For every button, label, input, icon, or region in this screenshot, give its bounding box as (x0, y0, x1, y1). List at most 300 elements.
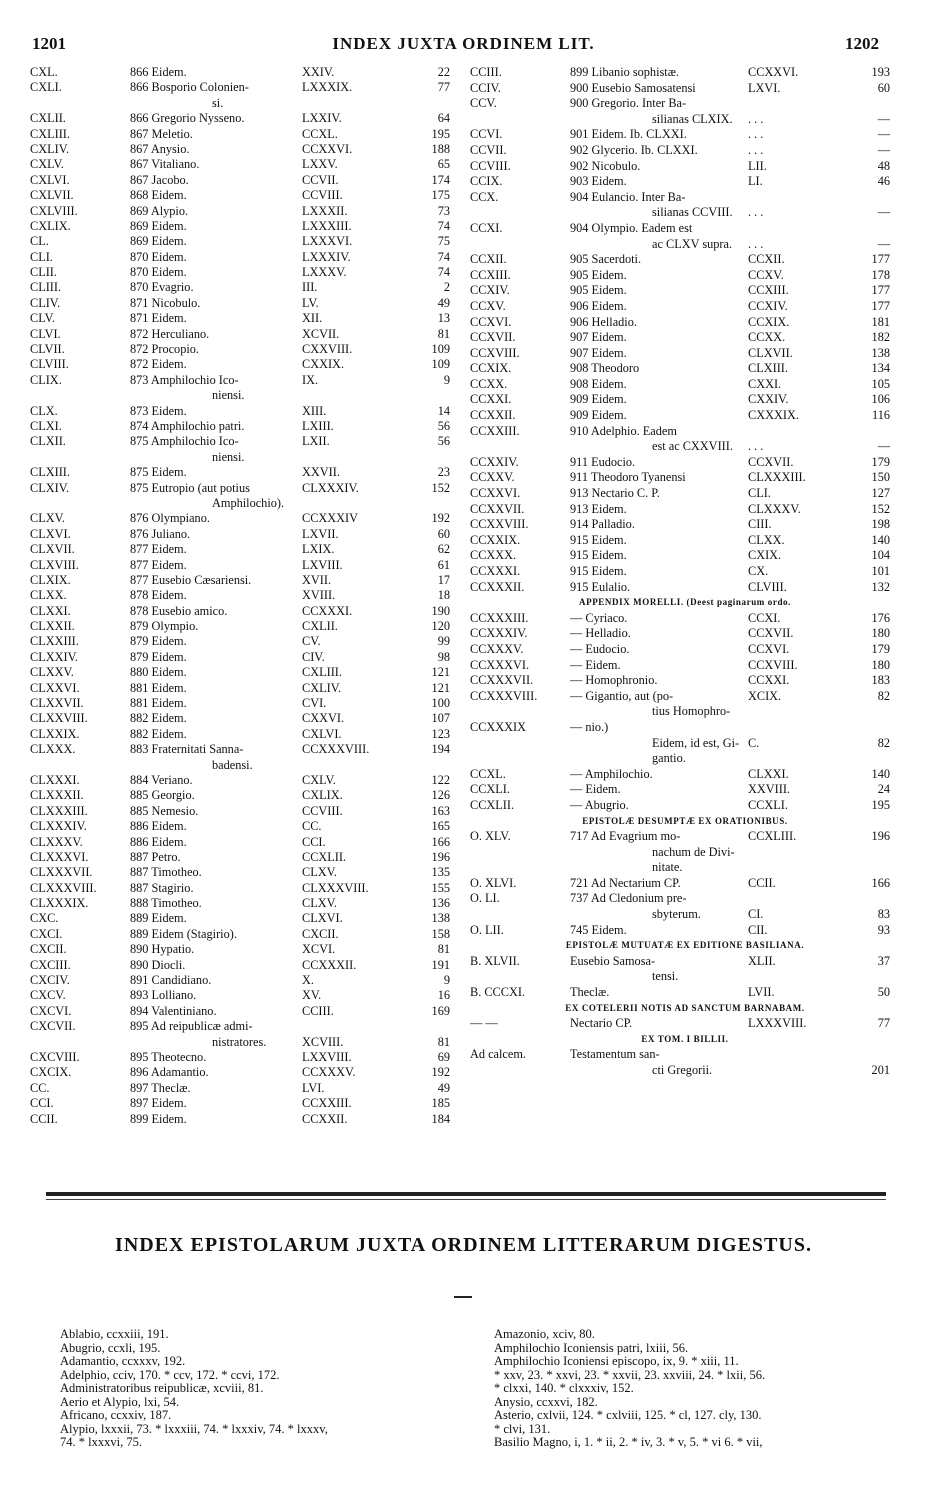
letter-number: CCXXVI. (470, 486, 521, 501)
page-number: — (877, 111, 890, 126)
recipient: — Amphilochio. (570, 766, 653, 781)
old-number: CXXIV. (748, 392, 789, 407)
table-row (470, 627, 900, 643)
recipient: 915 Eidem. (570, 564, 627, 578)
right-page-number: 1202 (845, 34, 879, 53)
page-number: 190 (431, 603, 450, 618)
table-row (470, 331, 900, 347)
letter-number: CXLVII. (30, 188, 74, 203)
page-number: 83 (877, 907, 890, 922)
letter-number: CCXXV. (470, 470, 515, 485)
old-number: CXCII. (302, 926, 339, 941)
letter-number: CXLI. (30, 80, 62, 95)
old-number: CCXVI. (748, 641, 790, 656)
page-number: 105 (871, 376, 890, 391)
old-number: CLXVI. (302, 911, 343, 926)
recipient: 913 Nectario C. P. (570, 486, 660, 501)
letter-number: CXCI. (30, 926, 63, 941)
page-number: 64 (437, 111, 450, 126)
page-number: 2 (443, 280, 450, 295)
recipient: 889 Eidem. (130, 911, 187, 926)
old-number: CLXXXIV. (302, 480, 359, 495)
page-number: 75 (437, 234, 450, 249)
table-row (470, 284, 900, 300)
page-number: 60 (437, 526, 450, 541)
letter-number: CCXXVII. (470, 501, 525, 516)
letter-number: CXLII. (30, 111, 66, 126)
recipient: 915 Eidem. (570, 532, 627, 547)
letter-number: CLXIII. (30, 465, 70, 480)
old-number: XXIV. (302, 65, 335, 79)
recipient: 893 Lolliano. (130, 988, 197, 1003)
old-number: LXXXIX. (302, 80, 353, 95)
letter-number: CLVII. (30, 342, 65, 357)
old-number: CLXIII. (748, 361, 788, 376)
page-number: — (877, 142, 890, 157)
table-row (470, 955, 900, 971)
old-number: CCXXII. (302, 1111, 348, 1126)
page-number: 116 (872, 408, 890, 423)
page-number: 61 (437, 557, 450, 572)
letter-number: CCX. (470, 189, 499, 204)
table-row (30, 897, 460, 912)
old-number: CCXVIII. (748, 657, 798, 672)
recipient: — Homophronio. (570, 673, 658, 688)
table-row (30, 666, 460, 681)
letter-number: CXL. (30, 65, 58, 79)
table-row (30, 959, 460, 974)
letter-number: CLXXXVII. (30, 865, 93, 880)
letter-number: Ad calcem. (470, 1047, 526, 1062)
table-row (30, 482, 460, 497)
letter-number: CLXXIX. (30, 726, 80, 741)
index-entry: Adamantio, ccxxxv, 192. (60, 1354, 186, 1368)
index-entry: * clxxi, 140. * clxxxiv, 152. (494, 1381, 634, 1395)
old-number: . . . (748, 205, 764, 220)
table-row (470, 737, 900, 753)
table-row (470, 877, 900, 893)
letter-number: CLXXXIV. (30, 819, 87, 834)
letter-number: CCXX. (470, 376, 508, 391)
letter-number: CXCIII. (30, 957, 71, 972)
table-row (30, 312, 460, 327)
old-number: CLXX. (748, 532, 785, 547)
recipient: 869 Eidem. (130, 218, 187, 233)
recipient: 902 Glycerio. Ib. CLXXI. (570, 142, 698, 157)
table-row (30, 912, 460, 927)
letter-number: O. XLVI. (470, 875, 517, 890)
page-number: 140 (871, 532, 890, 547)
table-row (30, 512, 460, 527)
recipient: Eusebio Samosa- (570, 953, 656, 968)
old-number: CCXXIII. (302, 1096, 352, 1111)
page-number: 180 (871, 657, 890, 672)
page-number: 127 (871, 486, 890, 501)
recipient: 881 Eidem. (130, 680, 187, 695)
letter-number: CCXI. (470, 220, 503, 235)
letter-number: CCXXXIII. (470, 610, 529, 625)
letter-number: CCXXXI. (470, 564, 521, 578)
table-row (470, 347, 900, 363)
old-number: CCXIX. (748, 314, 790, 329)
index-entry: Adelphio, cciv, 170. * ccv, 172. * ccvi, 172. (60, 1367, 280, 1382)
page-number: 138 (431, 911, 450, 926)
letter-number: CLXXXVI. (30, 849, 89, 864)
old-number: CXLIX. (302, 788, 343, 803)
letter-number: CCXVI. (470, 314, 512, 329)
page-number: 185 (431, 1096, 450, 1111)
old-number: CXLIII. (302, 665, 342, 680)
recipient: sbyterum. (652, 907, 701, 922)
old-number: CLXXXV. (748, 501, 801, 516)
page-number: 178 (871, 267, 890, 282)
recipient: Testamentum san- (570, 1047, 660, 1062)
old-number: CCIII. (302, 1003, 334, 1018)
old-number: CCXXXI. (302, 603, 353, 618)
section-heading: EX TOM. I BILLII. (641, 1033, 729, 1044)
recipient: 899 Eidem. (130, 1111, 187, 1126)
table-row (30, 559, 460, 574)
letter-number: CXCVI. (30, 1003, 72, 1018)
letter-number: CCXL. (470, 766, 506, 781)
old-number: LXXXIII. (302, 218, 352, 233)
table-row (470, 908, 900, 924)
old-number: LXXXVI. (302, 234, 353, 249)
table-row (30, 1066, 460, 1081)
recipient: Amphilochio). (212, 495, 285, 510)
old-number: CXLVI. (302, 726, 342, 741)
recipient: 717 Ad Evagrium mo- (570, 829, 681, 844)
letter-number: CCXVIII. (470, 345, 520, 360)
table-row (30, 589, 460, 604)
table-row (470, 565, 900, 581)
left-column (30, 66, 460, 1128)
old-number: CLI. (748, 486, 771, 501)
letter-number: CCXLII. (470, 797, 515, 812)
recipient: 897 Theclæ. (130, 1080, 191, 1095)
recipient: — Helladio. (570, 626, 631, 641)
page-number: 74 (437, 249, 450, 264)
page-number: 177 (871, 283, 890, 298)
old-number: XCVII. (302, 326, 340, 341)
page-number: 136 (431, 896, 450, 911)
recipient: 907 Eidem. (570, 330, 627, 345)
table-row (470, 659, 900, 675)
table-row (30, 1020, 460, 1035)
recipient: 869 Eidem. (130, 234, 187, 249)
page-number: 49 (437, 1080, 450, 1095)
page-number: 101 (871, 564, 890, 578)
letter-number: CCXXII. (470, 408, 516, 423)
letter-number: — — (470, 1016, 498, 1031)
table-row (30, 128, 460, 143)
recipient: 877 Eidem. (130, 557, 187, 572)
page-number: 23 (437, 465, 450, 480)
old-number: XVII. (302, 572, 332, 587)
letter-number: CCXIV. (470, 283, 510, 298)
table-row (30, 1036, 460, 1051)
table-row (30, 205, 460, 220)
table-row (30, 158, 460, 173)
letter-number: CCXXXIV. (470, 626, 528, 641)
table-row (470, 830, 900, 846)
recipient: — nio.) (570, 719, 609, 734)
old-number: CCXIV. (748, 298, 788, 313)
index-entry: * xxv, 23. * xxvi, 23. * xxvii, 23. xxviii, 24. * lxii, 56. (494, 1367, 766, 1382)
letter-number: CLXVII. (30, 542, 75, 557)
old-number: LXXVIII. (302, 1050, 352, 1064)
page-number: 9 (443, 372, 450, 387)
recipient: 910 Adelphio. Eadem (570, 423, 677, 438)
page-number: — (877, 205, 890, 220)
recipient: — Cyriaco. (570, 610, 628, 625)
recipient: — Eidem. (570, 782, 621, 797)
table-row (30, 882, 460, 897)
table-row (470, 113, 900, 129)
table-row (30, 928, 460, 943)
page-number: 107 (431, 711, 450, 726)
page-number: 109 (431, 357, 450, 372)
page-number: 93 (877, 922, 890, 937)
index-entry: Alypio, lxxxii, 73. * lxxxiii, 74. * lxxxiv, 74. * lxxxv, (60, 1421, 328, 1436)
recipient: 915 Eulalio. (570, 579, 631, 594)
table-row (30, 343, 460, 358)
recipient: 879 Eidem. (130, 649, 187, 664)
old-number: LXVIII. (302, 557, 343, 572)
page-number: 24 (877, 782, 890, 797)
page-number: 165 (431, 819, 450, 834)
section-title: INDEX EPISTOLARUM JUXTA ORDINEM LITTERARUM DIGESTUS. (115, 1234, 812, 1256)
recipient: 904 Eulancio. Inter Ba- (570, 189, 686, 204)
page-number: 81 (437, 326, 450, 341)
table-row (30, 466, 460, 481)
page-number: 109 (431, 342, 450, 357)
old-number: CCXXI. (748, 673, 790, 688)
page-number: 180 (871, 626, 890, 641)
page-number: 152 (871, 501, 890, 516)
letter-number: CCXIX. (470, 361, 512, 376)
table-row (470, 1033, 900, 1049)
table-row (470, 66, 900, 82)
recipient: 882 Eidem. (130, 726, 187, 741)
table-row (30, 605, 460, 620)
page-number: 74 (437, 218, 450, 233)
recipient: 745 Eidem. (570, 922, 627, 937)
letter-number: CXCIX. (30, 1065, 72, 1080)
page-number: 104 (871, 548, 890, 563)
page-number: 193 (871, 65, 890, 79)
left-page-number: 1201 (32, 34, 66, 53)
table-row (30, 189, 460, 204)
recipient: tensi. (652, 969, 679, 984)
page-number: 9 (443, 973, 450, 988)
page-number: 188 (431, 141, 450, 156)
table-row (470, 206, 900, 222)
old-number: CXXIX. (302, 357, 345, 372)
old-number: CCXLI. (748, 797, 788, 812)
old-number: LXXXII. (302, 203, 348, 218)
page-number: 192 (431, 511, 450, 526)
table-row (30, 328, 460, 343)
page-number: 179 (871, 454, 890, 469)
old-number: CXIX. (748, 548, 782, 563)
page-number: 134 (871, 361, 890, 376)
page-number: 77 (877, 1016, 890, 1031)
table-row (30, 943, 460, 958)
table-row (470, 721, 900, 737)
recipient: 905 Eidem. (570, 283, 627, 298)
table-row (470, 362, 900, 378)
table-row (470, 316, 900, 332)
table-row (30, 989, 460, 1004)
page-number: 99 (437, 634, 450, 649)
letter-number: CCIII. (470, 65, 502, 79)
letter-number: CCVIII. (470, 158, 511, 173)
table-row (470, 970, 900, 986)
recipient: 901 Eidem. Ib. CLXXI. (570, 127, 687, 142)
recipient: 882 Eidem. (130, 711, 187, 726)
letter-number: CLXXVII. (30, 696, 84, 711)
page-number: 37 (877, 953, 890, 968)
old-number: CCVIII. (302, 188, 343, 203)
page-number: 195 (431, 126, 450, 141)
page-number: — (877, 236, 890, 251)
letter-number: CXCV. (30, 988, 66, 1003)
recipient: est ac CXXVIII. (652, 439, 733, 454)
old-number: CXXXIX. (748, 408, 799, 423)
page-number: 81 (437, 1034, 450, 1049)
table-row (470, 425, 900, 441)
recipient: 908 Theodoro (570, 361, 640, 376)
page-number: 177 (871, 298, 890, 313)
table-row (30, 143, 460, 158)
recipient: — Gigantio, aut (po- (570, 688, 674, 703)
old-number: LII. (748, 158, 767, 173)
letter-number: O. XLV. (470, 829, 511, 844)
short-rule (454, 1296, 472, 1298)
table-row (470, 799, 900, 815)
page-number: 62 (437, 542, 450, 557)
index-entry: Anysio, ccxxvi, 182. (494, 1394, 598, 1409)
section-heading: APPENDIX MORELLI. (Deest paginarum ordo. (579, 597, 791, 608)
old-number: XCIX. (748, 688, 782, 703)
table-row (30, 836, 460, 851)
table-row (470, 144, 900, 160)
old-number: CXXI. (748, 376, 782, 391)
old-number: LXIII. (302, 418, 334, 433)
table-row (30, 358, 460, 373)
letter-number: CLXI. (30, 418, 62, 433)
table-row (470, 409, 900, 425)
page-number: 195 (871, 797, 890, 812)
old-number: CCXXXVIII. (302, 742, 370, 757)
page-number: 122 (431, 772, 450, 787)
old-number: CIV. (302, 649, 325, 664)
old-number: . . . (748, 111, 764, 126)
old-number: CCXXVI. (748, 65, 799, 79)
index-entry: Amphilochio Iconiensi episcopo, ix, 9. * xiii, 11. (494, 1354, 739, 1368)
right-column (470, 66, 900, 1080)
table-row (30, 220, 460, 235)
recipient: 905 Sacerdoti. (570, 252, 642, 267)
letter-number: CLXXV. (30, 665, 74, 680)
old-number: CCXVII. (748, 454, 794, 469)
recipient: cti Gregorii. (652, 1063, 713, 1077)
table-row (470, 581, 900, 597)
old-number: CX. (748, 564, 769, 578)
recipient: 894 Valentiniano. (130, 1003, 217, 1018)
letter-number: CCXXXII. (470, 579, 525, 594)
recipient: 878 Eidem. (130, 588, 187, 603)
recipient: 909 Eidem. (570, 408, 627, 423)
recipient: gantio. (652, 751, 686, 766)
old-number: XII. (302, 311, 323, 326)
recipient: 886 Eidem. (130, 819, 187, 834)
table-row (30, 789, 460, 804)
index-entry: Asterio, cxlvii, 124. * cxlviii, 125. * cl, 127. cly, 130. (494, 1408, 762, 1422)
recipient: — Abugrio. (570, 797, 629, 812)
letter-number: CXCIV. (30, 973, 70, 988)
letter-number: CLXXXIX. (30, 896, 89, 911)
letter-number: CL. (30, 234, 49, 249)
recipient: 872 Eidem. (130, 357, 187, 372)
recipient: 895 Theotecno. (130, 1050, 207, 1064)
old-number: XCVIII. (302, 1034, 344, 1049)
page-number: 177 (871, 252, 890, 267)
recipient: tius Homophro- (652, 704, 731, 719)
old-number: . . . (748, 236, 764, 251)
page-number: 65 (437, 157, 450, 172)
table-row (30, 805, 460, 820)
page-number: 138 (871, 345, 890, 360)
old-number: LXVI. (748, 80, 781, 95)
index-entry: 74. * lxxxvi, 75. (60, 1435, 142, 1449)
recipient: 866 Bosporio Colonien- (130, 80, 249, 95)
letter-number: CCXXI. (470, 392, 512, 407)
old-number: CLXXXVIII. (302, 880, 369, 895)
recipient: 909 Eidem. (570, 392, 627, 407)
letter-number: CCXXIV. (470, 454, 519, 469)
index-entry: Amazonio, xciv, 80. (494, 1327, 595, 1341)
letter-number: CCXXIII. (470, 423, 520, 438)
table-row (470, 238, 900, 254)
page-number: 77 (437, 80, 450, 95)
page-title: INDEX JUXTA ORDINEM LIT. (332, 34, 595, 53)
old-number: CCXIII. (748, 283, 789, 298)
recipient: Eidem, id est, Gi- (652, 735, 740, 750)
recipient: 899 Libanio sophistæ. (570, 65, 679, 79)
table-row (30, 266, 460, 281)
table-row (470, 191, 900, 207)
recipient: 900 Eusebio Samosatensi (570, 80, 696, 95)
table-row (30, 297, 460, 312)
table-row (30, 974, 460, 989)
page-number: 175 (431, 188, 450, 203)
table-row (470, 783, 900, 799)
recipient: 879 Eidem. (130, 634, 187, 649)
page-number: 14 (437, 403, 450, 418)
letter-number: CLXXVIII. (30, 711, 88, 726)
letter-number: CLIV. (30, 295, 61, 310)
old-number: CCXL. (302, 126, 338, 141)
table-row (30, 420, 460, 435)
old-number: CCXV. (748, 267, 784, 282)
letter-number: CLXXXIII. (30, 803, 88, 818)
letter-number: CLX. (30, 403, 58, 418)
letter-number: CLIX. (30, 372, 62, 387)
page-number: 13 (437, 311, 450, 326)
old-number: LXVII. (302, 526, 339, 541)
